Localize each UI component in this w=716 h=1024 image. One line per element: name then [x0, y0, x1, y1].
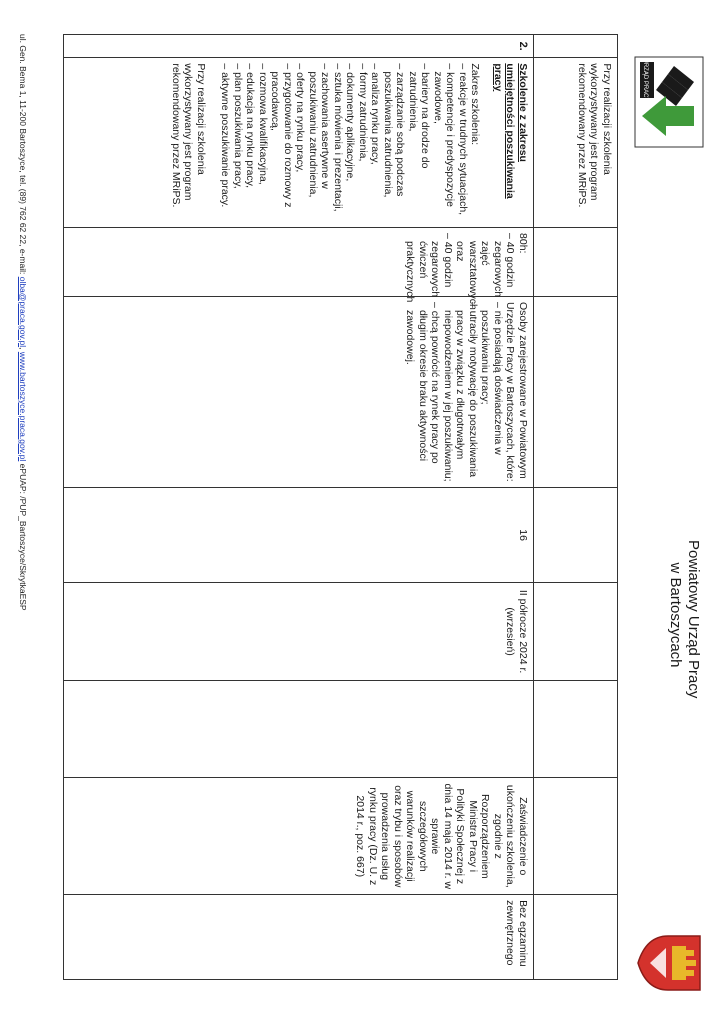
list-item: – przygotowanie do rozmowy z pracodawcą, — [269, 63, 294, 222]
term-cell: II półrocze 2024 r. (wrzesień) — [64, 583, 534, 681]
row-number: 2. — [64, 35, 534, 58]
list-item: – kompetencje i predyspozycje zawodowe, — [432, 63, 457, 222]
list-item: – 40 godzin zegarowych ćwiczeń praktycznych — [404, 233, 454, 291]
list-item: – zachowania asertywne w poszukiwaniu zatrudnienia, — [307, 63, 332, 222]
list-item: – analiza rynku pracy, — [369, 63, 382, 222]
list-item: – sztuka mówienia i prezentacji, — [332, 63, 345, 222]
target-intro: Osoby zarejestrowane w Powiatowym Urzędzie Pracy w Bartoszycach, które: — [504, 301, 529, 482]
list-item: – bariery na drodze do zatrudnienia, — [407, 63, 432, 222]
program-note: Przy realizacji szkolenia wykorzystywany jest program rekomendowany przez MRiPS. — [170, 63, 207, 208]
participants-count — [534, 487, 618, 582]
coat-of-arms-icon — [636, 928, 706, 998]
footer-email-link[interactable]: olba@praca.gov.pl — [18, 276, 28, 348]
training-program-note: Przy realizacji szkolenia wykorzystywany jest program rekomendowany przez MRiPS. — [534, 58, 618, 228]
training-name-cell — [64, 58, 534, 228]
table-row — [64, 35, 534, 980]
hours-total: 80h: — [517, 233, 529, 254]
list-item: – aktywne poszukiwanie pracy. — [219, 63, 232, 222]
list-item: – nie posiadają doświadczenia w poszukiwaniu pracy; — [479, 302, 504, 482]
participants-count: 16 — [64, 487, 534, 582]
exam-cell — [534, 895, 618, 980]
hours-cell — [64, 228, 534, 310]
table-row — [534, 35, 618, 980]
exam-cell: Bez egzaminu zewnętrznego — [64, 895, 534, 980]
logo-text: URZĄD PRACY — [642, 58, 648, 102]
target-group-cell — [64, 296, 534, 487]
list-item: – utraciły motywację do poszukiwania pracy w związku z długotrwałym niepowodzeniem w jej poszukiwaniu; — [442, 302, 480, 482]
training-table — [63, 34, 618, 980]
list-item: – plan poszukiwania pracy, — [232, 63, 245, 222]
term-cell — [534, 583, 618, 681]
list-item: – chcą powrócić na rynek pracy po długim okresie braku aktywności zawodowej. — [404, 302, 442, 482]
empty-cell — [64, 680, 534, 778]
office-name-line-1: Powiatowy Urząd Pracy — [685, 540, 702, 699]
office-name-line-2: w Bartoszycach — [667, 562, 684, 668]
office-name — [666, 540, 702, 699]
training-title: Szkolenie z zakresu umiejętności poszukiwania pracy — [492, 63, 529, 199]
footer-separator: , — [18, 347, 28, 350]
list-item: – dokumenty aplikacyjne, — [344, 63, 357, 222]
certificate-cell: Zaświadczenie o ukończeniu szkolenia, zgodnie z Rozporządzeniem Ministra Pracy i Polityki Społecznej z dnia 14 maja 2014 r. w sprawie szczegółowych warunków realizacji oraz trybu i sposobów prowadzenia usług rynku pracy (Dz. U. z 2014 r., poz. 667) — [64, 778, 534, 895]
list-item: – 40 godzin zegarowych zajęć warsztatowych oraz — [454, 233, 517, 291]
list-item: – rozmowa kwalifikacyjna, — [257, 63, 270, 222]
list-item: – formy zatrudnienia, — [357, 63, 370, 222]
footer-address: ul. Gen. Bema 1, 11-200 Bartoszyce, tel. (89) 762 62 22, e-mail: — [18, 34, 28, 275]
page-header — [620, 0, 716, 1024]
target-list — [404, 302, 504, 482]
footer-website-link[interactable]: www.bartoszyce.praca.gov.pl — [18, 351, 28, 462]
list-item: – zarządzanie sobą podczas poszukiwania zatrudnienia, — [382, 63, 407, 222]
scope-list — [219, 63, 469, 222]
hours-cell — [534, 228, 618, 297]
footer-epuap: ePUAP: /PUP_Bartoszyce/SkrytkaESP — [18, 463, 28, 611]
page-footer — [18, 34, 28, 1014]
list-item: – reakcje w trudnych sytuacjach, — [457, 63, 470, 222]
empty-cell — [534, 680, 618, 778]
urzad-pracy-logo — [634, 56, 704, 148]
scope-label: Zakres szkolenia: — [469, 63, 482, 146]
target-group-cell — [534, 296, 618, 487]
hours-list — [404, 233, 517, 310]
row-number — [534, 35, 618, 58]
certificate-cell — [534, 778, 618, 895]
list-item: – oferty na rynku pracy, — [294, 63, 307, 222]
list-item: – edukacja na rynku pracy, — [244, 63, 257, 222]
